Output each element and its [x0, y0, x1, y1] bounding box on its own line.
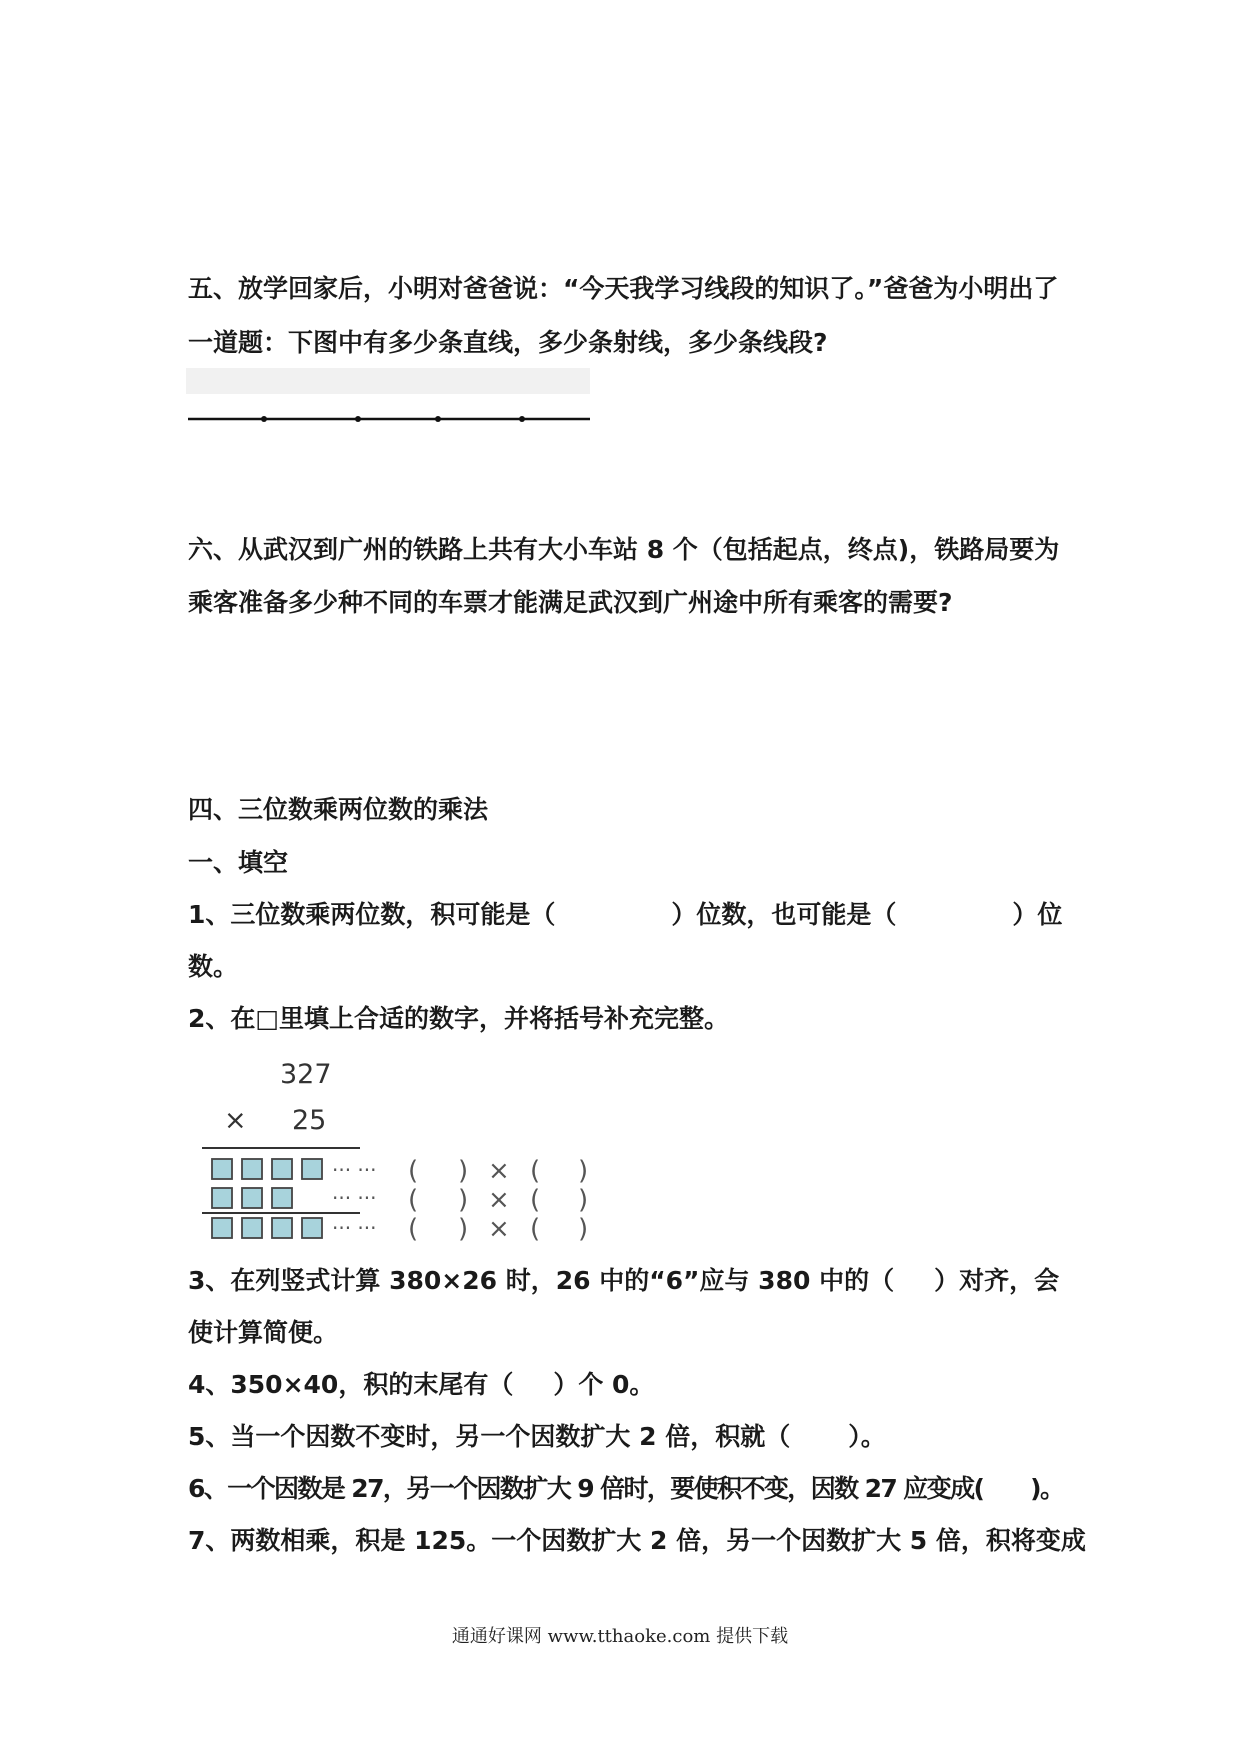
item-1-text-a: 1、三位数乘两位数，积可能是（: [188, 900, 556, 929]
cross-r1: ×: [488, 1156, 510, 1186]
item-3-text-a: 3、在列竖式计算 380×26 时，26 中的“6”应与 380 中的（: [188, 1266, 895, 1295]
box-r3-1: [212, 1218, 232, 1238]
item-5: [188, 1420, 1058, 1454]
dots-row-2: ··· ···: [332, 1186, 377, 1210]
paren-open-r2-a: (: [408, 1185, 419, 1215]
item-4-text-b: ）个 0。: [553, 1370, 655, 1399]
cross-r2: ×: [488, 1185, 510, 1215]
point-3: [435, 416, 441, 422]
point-4: [519, 416, 525, 422]
item-5-text-a: 5、当一个因数不变时，另一个因数扩大 2 倍，积就（: [188, 1422, 791, 1451]
paren-close-r1-b: ): [578, 1156, 589, 1186]
figure-shade: [186, 368, 590, 394]
item-1-text-b: ）位数，也可能是（: [671, 900, 897, 929]
item-4: [188, 1368, 1058, 1402]
paren-open-r1-b: (: [530, 1156, 541, 1186]
item-3-line2: 使计算简便。: [188, 1318, 339, 1347]
box-r3-2: [242, 1218, 262, 1238]
section-title: 四、三位数乘两位数的乘法: [188, 795, 489, 824]
multiplication-figure: [190, 1055, 610, 1250]
box-r1-3: [272, 1159, 292, 1179]
box-r1-1: [212, 1159, 232, 1179]
q5-line2: 一道题：下图中有多少条直线，多少条射线，多少条线段?: [188, 328, 828, 357]
dots-row-3: ··· ···: [332, 1216, 377, 1240]
item-1-line1: [188, 898, 1063, 932]
box-r1-2: [242, 1159, 262, 1179]
multiplicand: 327: [280, 1059, 332, 1090]
box-r3-3: [272, 1218, 292, 1238]
paren-open-r3-a: (: [408, 1214, 419, 1244]
item-5-text-b: ）。: [848, 1422, 886, 1451]
paren-open-r3-b: (: [530, 1214, 541, 1244]
q6-line2: 乘客准备多少种不同的车票才能满足武汉到广州途中所有乘客的需要?: [188, 588, 953, 617]
paren-close-r1-a: ): [458, 1156, 469, 1186]
item-3-text-b: ）对齐，会: [934, 1266, 1060, 1295]
paren-close-r2-b: ): [578, 1185, 589, 1215]
paren-close-r3-a: ): [458, 1214, 469, 1244]
item-6: 6、一个因数是 27，另一个因数扩大 9 倍时，要使积不变，因数 27 应变成( )。: [188, 1474, 1064, 1503]
box-r2-2: [242, 1188, 262, 1208]
item-2: 2、在□里填上合适的数字，并将括号补充完整。: [188, 1004, 730, 1033]
q6-line1: 六、从武汉到广州的铁路上共有大小车站 8 个（包括起点，终点)，铁路局要为: [188, 535, 1060, 564]
paren-open-r2-b: (: [530, 1185, 541, 1215]
line-figure: [186, 368, 596, 428]
times-sign: ×: [224, 1105, 247, 1136]
section-subtitle: 一、填空: [188, 848, 289, 877]
box-r2-3: [272, 1188, 292, 1208]
item-1-text-c: ）位: [1012, 900, 1063, 929]
paren-open-r1-a: (: [408, 1156, 419, 1186]
answer-boxes: [212, 1159, 322, 1238]
multiplier: 25: [292, 1105, 327, 1136]
item-1-line2: 数。: [188, 952, 239, 981]
point-2: [355, 416, 361, 422]
paren-close-r2-a: ): [458, 1185, 469, 1215]
box-r2-1: [212, 1188, 232, 1208]
point-1: [261, 416, 267, 422]
box-r1-4: [302, 1159, 322, 1179]
footer: 通通好课网 www.tthaoke.com 提供下载: [451, 1626, 789, 1647]
dots-row-1: ··· ···: [332, 1158, 377, 1182]
paren-close-r3-b: ): [578, 1214, 589, 1244]
q5-line1: 五、放学回家后，小明对爸爸说：“今天我学习线段的知识了。”爸爸为小明出了: [188, 274, 1059, 303]
cross-r3: ×: [488, 1214, 510, 1244]
item-4-text-a: 4、350×40，积的末尾有（: [188, 1370, 514, 1399]
item-7: 7、两数相乘，积是 125。一个因数扩大 2 倍，另一个因数扩大 5 倍，积将变成: [188, 1526, 1086, 1555]
box-r3-4: [302, 1218, 322, 1238]
item-3-line1: [188, 1264, 1058, 1298]
